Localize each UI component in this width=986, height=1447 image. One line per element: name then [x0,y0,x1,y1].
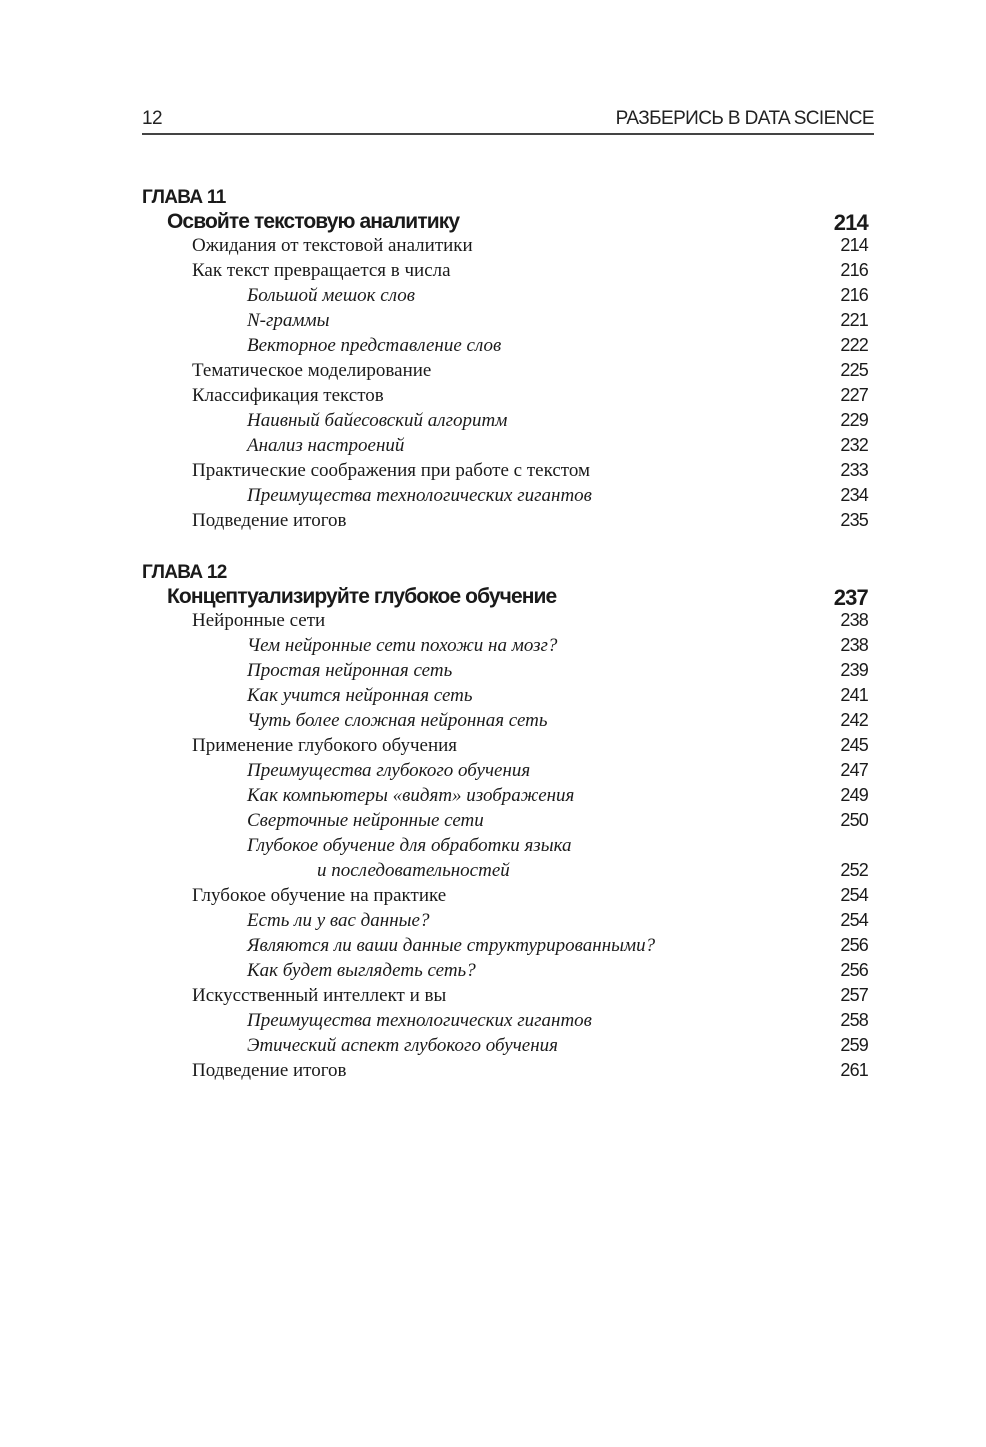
entry-page: 252 [840,860,868,880]
entry-title: Применение глубокого обучения [192,735,458,756]
chapter-title: Концептуализируйте глубокое обучение [167,585,557,608]
entry-page: 259 [840,1035,868,1055]
entry-title: Нейронные сети [192,610,326,631]
entry-page: 250 [840,810,868,830]
toc-entry [142,710,868,735]
entry-title: Искусственный интеллект и вы [192,985,447,1006]
entry-page: 254 [840,910,868,930]
toc-entry [142,335,868,360]
toc-entry [142,260,868,285]
entry-title-continuation: и последовательностей [317,860,510,881]
entry-title: Подведение итогов [192,1060,347,1081]
entry-title: Наивный байесовский алгоритм [247,410,508,431]
entry-page: 229 [840,410,868,430]
entry-page: 225 [840,360,868,380]
toc-entry [142,735,868,760]
chapter-label: ГЛАВА 12 [142,562,227,583]
toc-chapter-12 [142,561,868,1085]
toc-entry [142,685,868,710]
entry-title: Анализ настроений [247,435,405,456]
entry-title: N-граммы [247,310,330,331]
toc-entry [142,610,868,635]
entry-title: Преимущества технологических гигантов [247,1010,592,1031]
toc-entry [142,835,868,860]
entry-title: Классификация текстов [192,385,384,406]
entry-page: 245 [840,735,868,755]
entry-page: 249 [840,785,868,805]
toc-entry [142,510,868,535]
entry-title: Практические соображения при работе с текстом [192,460,590,481]
toc-entry [142,435,868,460]
toc-entry [142,1010,868,1035]
entry-page: 238 [840,635,868,655]
entry-page: 216 [840,285,868,305]
toc-entry [142,785,868,810]
entry-title: Простая нейронная сеть [247,660,453,681]
entry-title: Как компьютеры «видят» изображения [247,785,575,806]
entry-page: 233 [840,460,868,480]
entry-page: 247 [840,760,868,780]
entry-title: Сверточные нейронные сети [247,810,484,831]
toc-entry [142,285,868,310]
toc-entry [142,635,868,660]
chapter-page: 237 [833,585,868,610]
entry-title: Подведение итогов [192,510,347,531]
entry-page: 234 [840,485,868,505]
entry-title: Тематическое моделирование [192,360,432,381]
entry-title: Как текст превращается в числа [192,260,451,281]
running-title: РАЗБЕРИСЬ В DATA SCIENCE [615,108,874,129]
entry-page: 222 [840,335,868,355]
toc-entry [142,935,868,960]
chapter-label: ГЛАВА 11 [142,187,226,208]
toc-entry [142,310,868,335]
entry-page: 242 [840,710,868,730]
toc-entry [142,1060,868,1085]
entry-page: 232 [840,435,868,455]
entry-title: Большой мешок слов [247,285,415,306]
entry-page: 221 [840,310,868,330]
chapter-title-row [142,585,868,610]
entry-title: Глубокое обучение на практике [192,885,447,906]
toc-entry [142,660,868,685]
toc-entry-continuation [142,860,868,885]
entry-title: Векторное представление слов [247,335,502,356]
entry-title: Этический аспект глубокого обучения [247,1035,558,1056]
toc-entry [142,1035,868,1060]
entry-page: 256 [840,960,868,980]
entry-page: 227 [840,385,868,405]
entry-title: Чем нейронные сети похожи на мозг? [247,635,558,656]
entry-page: 235 [840,510,868,530]
entry-page: 256 [840,935,868,955]
entry-page: 254 [840,885,868,905]
entry-page: 238 [840,610,868,630]
entry-title: Преимущества глубокого обучения [247,760,531,781]
entry-page: 241 [840,685,868,705]
toc-entry [142,985,868,1010]
entry-title: Как учится нейронная сеть [247,685,473,706]
entry-page: 261 [840,1060,868,1080]
entry-page: 239 [840,660,868,680]
toc-entry [142,235,868,260]
toc-entry [142,385,868,410]
toc-entry [142,760,868,785]
entry-page: 216 [840,260,868,280]
entry-title: Являются ли ваши данные структурированными? [247,935,656,956]
chapter-title-row [142,210,868,235]
entry-page: 214 [840,235,868,255]
toc-entry [142,460,868,485]
entry-page: 257 [840,985,868,1005]
entry-title: Есть ли у вас данные? [247,910,430,931]
toc-entry [142,885,868,910]
entry-title: Как будет выглядеть сеть? [247,960,476,981]
header-rule [142,133,874,135]
entry-title: Глубокое обучение для обработки языка [247,835,572,856]
toc-entry [142,960,868,985]
page-number: 12 [142,108,162,129]
entry-title: Преимущества технологических гигантов [247,485,592,506]
toc-entry [142,410,868,435]
chapter-title: Освойте текстовую аналитику [167,210,460,233]
toc-entry [142,360,868,385]
toc-entry [142,810,868,835]
chapter-page: 214 [833,210,868,235]
toc-entry [142,485,868,510]
toc-entry [142,910,868,935]
toc-chapter-11 [142,186,868,535]
entry-page: 258 [840,1010,868,1030]
entry-title: Чуть более сложная нейронная сеть [247,710,548,731]
entry-title: Ожидания от текстовой аналитики [192,235,473,256]
